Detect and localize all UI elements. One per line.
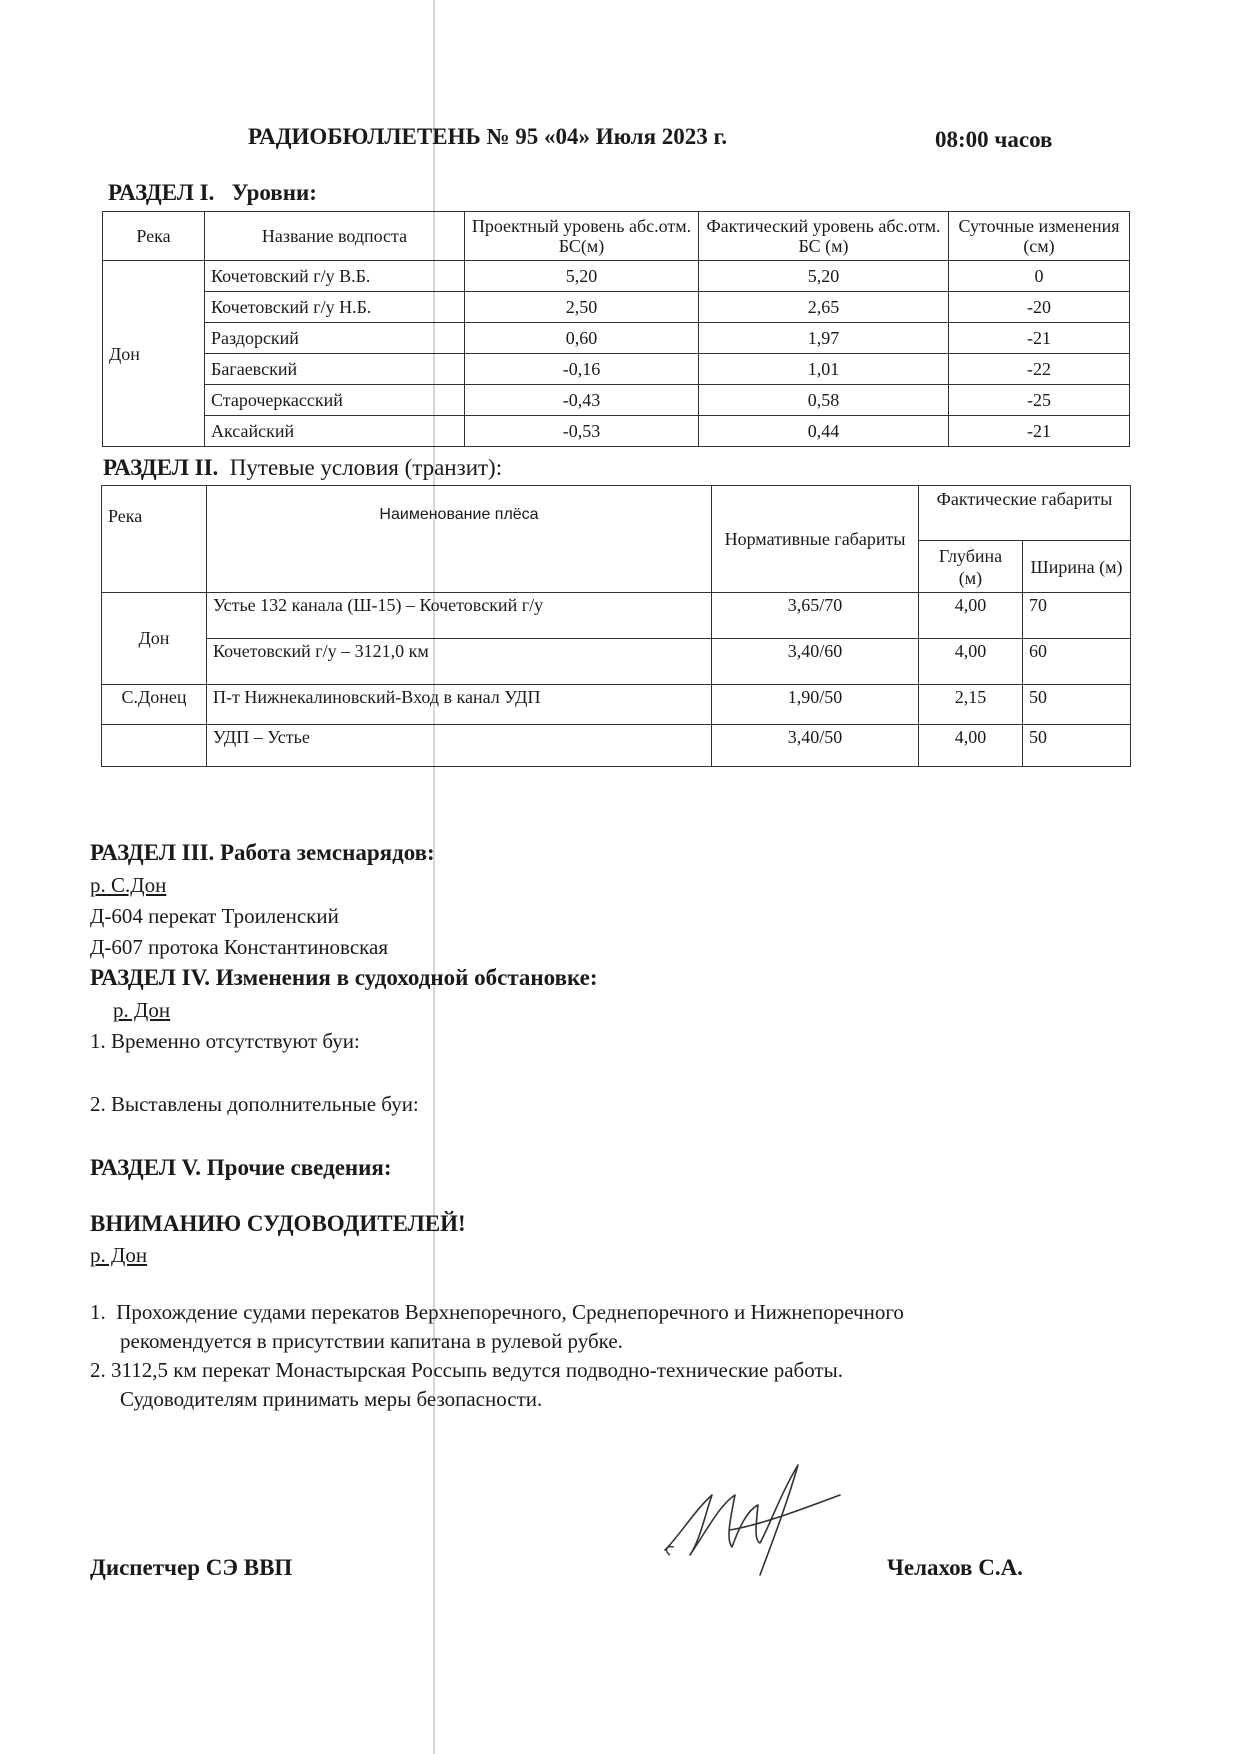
stretch-name: Кочетовский г/у – 3121,0 км [207, 639, 712, 685]
depth-value: 4,00 [919, 639, 1023, 685]
item-number: 1. [90, 1300, 106, 1324]
attention-heading: ВНИМАНИЮ СУДОВОДИТЕЛЕЙ! [90, 1211, 466, 1236]
daily-change: 0 [949, 261, 1130, 292]
table-row [102, 685, 1131, 725]
post-name: Кочетовский г/у В.Б. [205, 261, 465, 292]
col-normative: Нормативные габариты [712, 486, 919, 593]
transit-table [101, 485, 1131, 767]
normative-value: 3,40/60 [712, 639, 919, 685]
list-item: Д-607 протока Константиновская [90, 935, 389, 959]
levels-table [102, 211, 1130, 447]
item-text: 3112,5 км перекат Монастырская Россыпь ведутся подводно-технические работы. [111, 1358, 843, 1382]
project-level: -0,43 [465, 385, 699, 416]
depth-value: 2,15 [919, 685, 1023, 725]
section1-title: Уровни: [231, 180, 317, 205]
post-name: Раздорский [205, 323, 465, 354]
width-value: 50 [1023, 725, 1131, 767]
width-value: 70 [1023, 593, 1131, 639]
daily-change: -25 [949, 385, 1130, 416]
project-level: 5,20 [465, 261, 699, 292]
post-name: Багаевский [205, 354, 465, 385]
dispatcher-name: Челахов С.А. [887, 1555, 1023, 1580]
stretch-name: УДП – Устье [207, 725, 712, 767]
river-cell-empty [102, 725, 207, 767]
table-row [103, 416, 1130, 447]
col-post: Название водпоста [205, 212, 465, 261]
daily-change: -21 [949, 416, 1130, 447]
col-daily-change: Суточные изменения (см) [949, 212, 1130, 261]
depth-value: 4,00 [919, 725, 1023, 767]
post-name: Аксайский [205, 416, 465, 447]
width-value: 50 [1023, 685, 1131, 725]
normative-value: 3,65/70 [712, 593, 919, 639]
section2-heading [103, 455, 502, 481]
list-item [90, 1358, 843, 1383]
actual-level: 2,65 [699, 292, 949, 323]
stretch-name: П-т Нижнекалиновский-Вход в канал УДП [207, 685, 712, 725]
col-river: Река [102, 486, 207, 593]
table-row [102, 593, 1131, 639]
item-text: Прохождение судами перекатов Верхнепоречного, Среднепоречного и Нижнепоречного [116, 1300, 904, 1324]
table-row [103, 261, 1130, 292]
daily-change: -21 [949, 323, 1130, 354]
col-actual: Фактические габариты [919, 486, 1131, 541]
item-text-continued: Судоводителям принимать меры безопасности. [120, 1387, 543, 1411]
attention-river: р. Дон [90, 1243, 148, 1267]
transit-header-row [102, 486, 1131, 541]
col-project-level: Проектный уровень абс.отм. БС(м) [465, 212, 699, 261]
table-row [102, 639, 1131, 685]
daily-change: -22 [949, 354, 1130, 385]
dispatcher-position: Диспетчер СЭ ВВП [90, 1555, 293, 1580]
daily-change: -20 [949, 292, 1130, 323]
table-row [102, 725, 1131, 767]
depth-value: 4,00 [919, 593, 1023, 639]
list-item [90, 1300, 904, 1325]
post-name: Кочетовский г/у Н.Б. [205, 292, 465, 323]
post-name: Старочеркасский [205, 385, 465, 416]
section5-heading: РАЗДЕЛ V. Прочие сведения: [90, 1155, 392, 1180]
levels-header-row [103, 212, 1130, 261]
col-width: Ширина (м) [1023, 541, 1131, 593]
width-value: 60 [1023, 639, 1131, 685]
table-row [103, 323, 1130, 354]
actual-level: 0,58 [699, 385, 949, 416]
col-stretch: Наименование плёса [207, 486, 712, 593]
section3-river: р. С.Дон [90, 873, 167, 897]
list-item: 1. Временно отсутствуют буи: [90, 1029, 360, 1053]
signature-image [660, 1455, 850, 1580]
project-level: 2,50 [465, 292, 699, 323]
bulletin-time: 08:00 часов [935, 127, 1053, 152]
actual-level: 1,97 [699, 323, 949, 354]
project-level: -0,53 [465, 416, 699, 447]
normative-value: 3,40/50 [712, 725, 919, 767]
item-text-continued: рекомендуется в присутствии капитана в рулевой рубке. [120, 1329, 623, 1353]
table-row [103, 354, 1130, 385]
item-number: 2. [90, 1358, 106, 1382]
section4-heading: РАЗДЕЛ IV. Изменения в судоходной обстановке: [90, 965, 598, 990]
river-cell: С.Донец [102, 685, 207, 725]
bulletin-title: РАДИОБЮЛЛЕТЕНЬ № 95 «04» Июля 2023 г. [248, 124, 728, 149]
actual-level: 5,20 [699, 261, 949, 292]
section2-title: Путевые условия (транзит): [229, 455, 503, 480]
section1-heading [108, 180, 317, 206]
col-river: Река [103, 212, 205, 261]
table-row [103, 292, 1130, 323]
actual-level: 0,44 [699, 416, 949, 447]
section3-heading: РАЗДЕЛ III. Работа земснарядов: [90, 840, 435, 865]
project-level: -0,16 [465, 354, 699, 385]
normative-value: 1,90/50 [712, 685, 919, 725]
section1-label: РАЗДЕЛ I. [108, 180, 215, 205]
table-row [103, 385, 1130, 416]
list-item: 2. Выставлены дополнительные буи: [90, 1092, 419, 1116]
stretch-name: Устье 132 канала (Ш-15) – Кочетовский г/у [207, 593, 712, 639]
list-item: Д-604 перекат Троиленский [90, 904, 339, 928]
section2-label: РАЗДЕЛ II. [103, 455, 219, 480]
project-level: 0,60 [465, 323, 699, 354]
section4-river: р. Дон [113, 998, 171, 1022]
actual-level: 1,01 [699, 354, 949, 385]
col-depth: Глубина (м) [919, 541, 1023, 593]
col-actual-level: Фактический уровень абс.отм. БС (м) [699, 212, 949, 261]
river-cell: Дон [103, 261, 205, 447]
river-cell: Дон [102, 593, 207, 685]
